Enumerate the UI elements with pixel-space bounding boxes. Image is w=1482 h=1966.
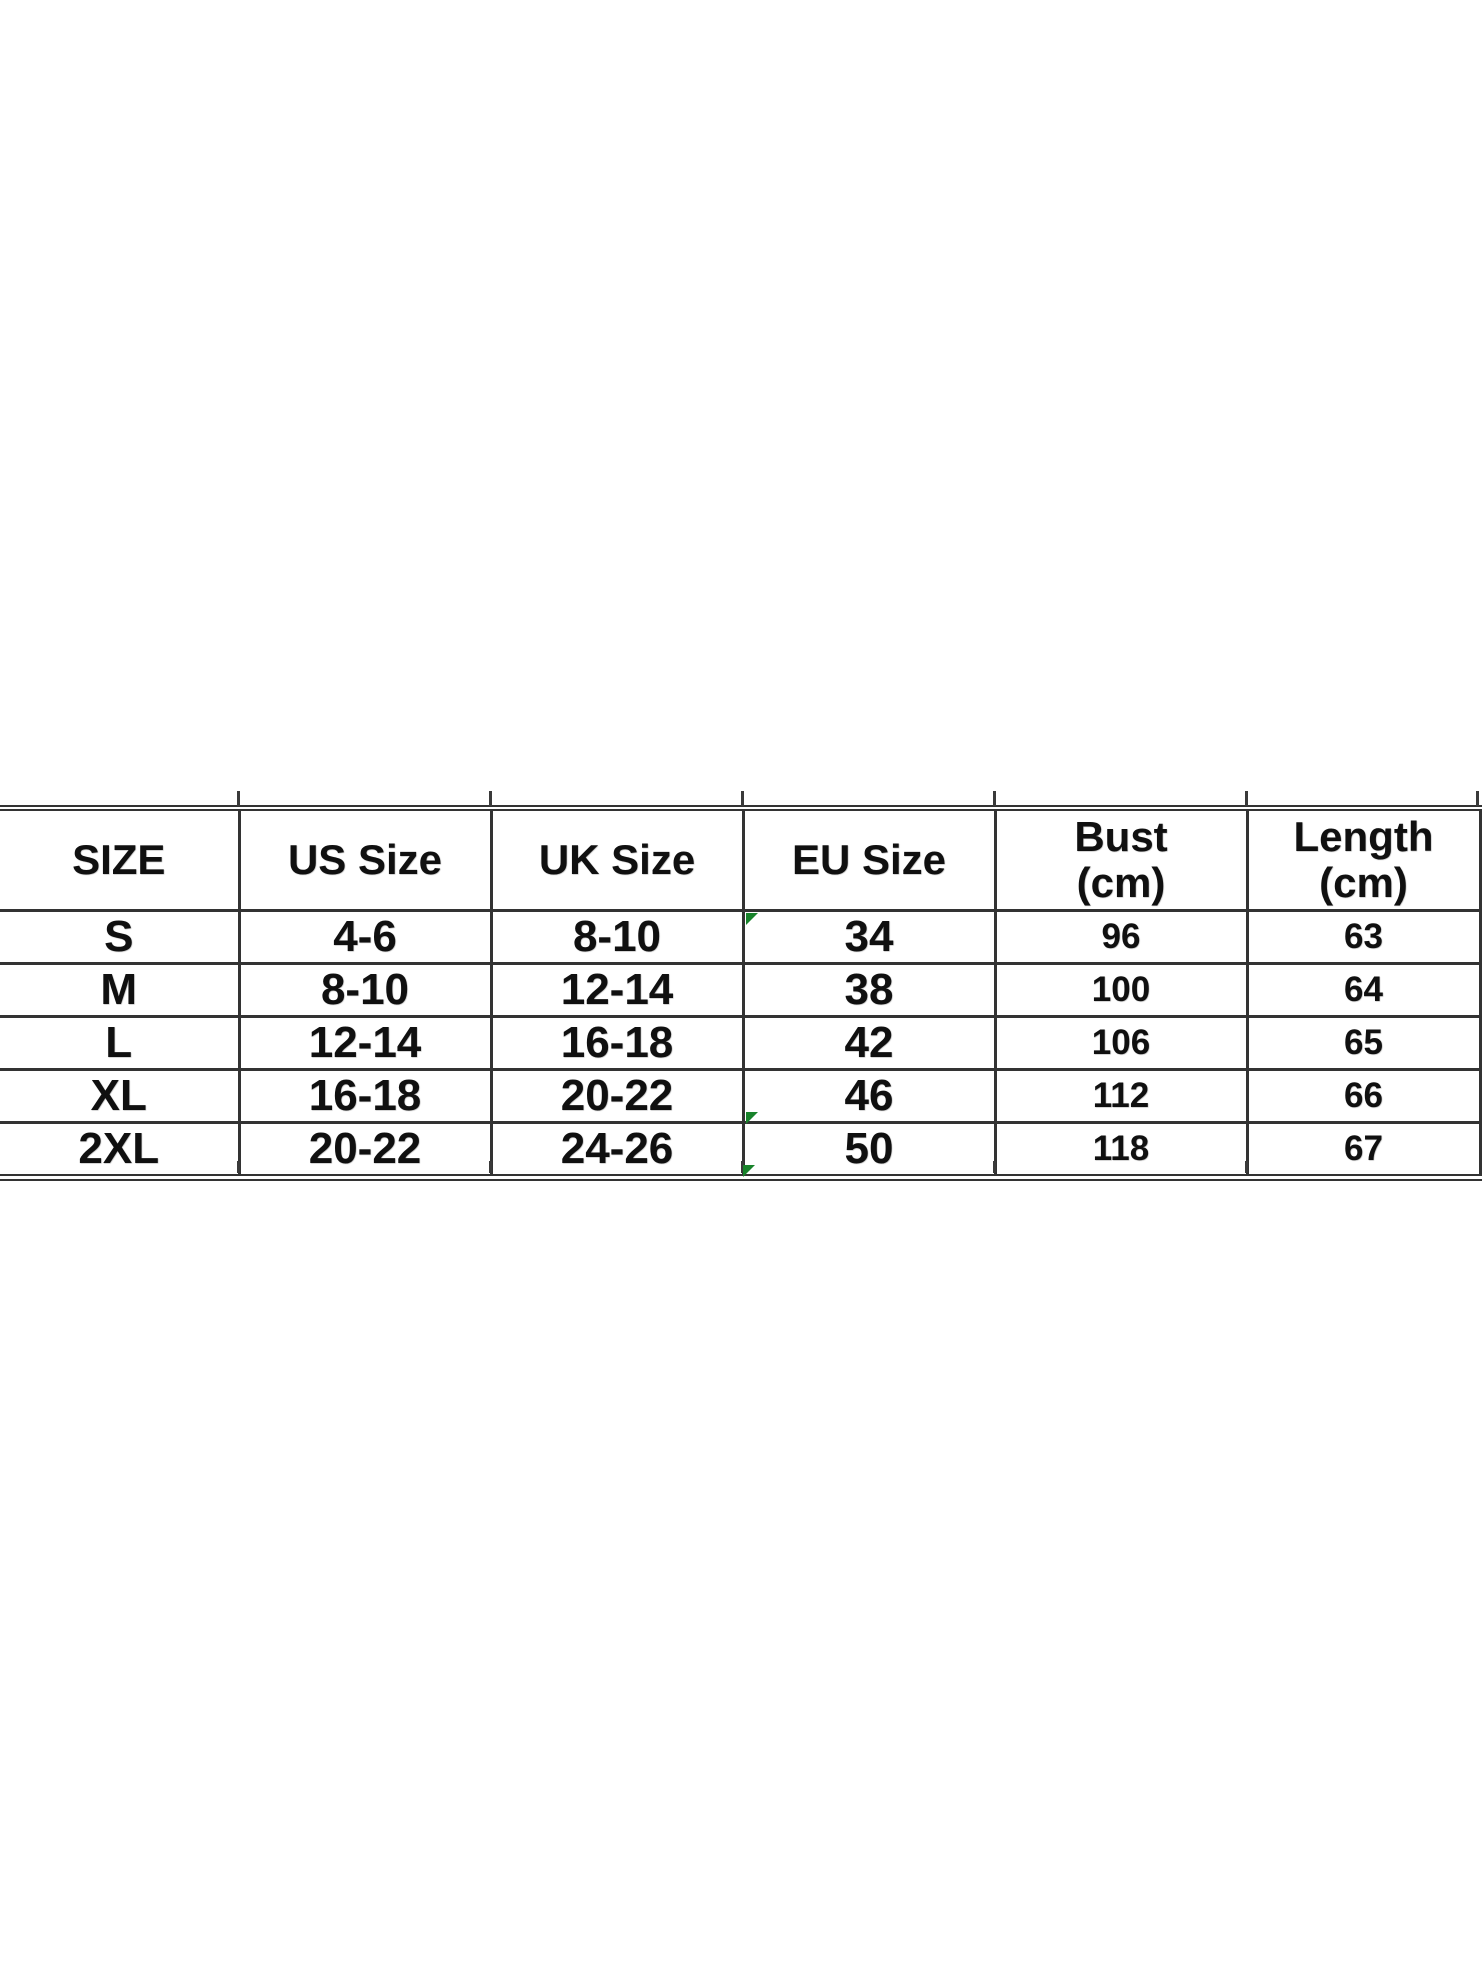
gridline-stub	[1245, 1161, 1248, 1173]
table-row-m	[0, 964, 1480, 1017]
gridline-stub	[489, 791, 492, 806]
table-row-l	[0, 1017, 1480, 1070]
gridline-stub	[237, 791, 240, 806]
cell-s-eu: 34	[743, 911, 995, 964]
cell-xl-uk: 20-22	[491, 1070, 743, 1123]
cell-l-bust: 106	[995, 1017, 1247, 1070]
cell-2xl-bust: 118	[995, 1123, 1247, 1178]
cell-2xl-uk: 24-26	[491, 1123, 743, 1178]
error-indicator-icon	[746, 1112, 758, 1124]
header-cell-length	[1247, 808, 1480, 911]
header-cell-eu-size: EU Size	[743, 808, 995, 911]
table-row-s	[0, 911, 1480, 964]
cell-2xl-size: 2XL	[0, 1123, 239, 1178]
cell-xl-size: XL	[0, 1070, 239, 1123]
cell-2xl-length: 67	[1247, 1123, 1480, 1178]
cell-s-size: S	[0, 911, 239, 964]
error-indicator-icon	[746, 913, 758, 925]
header-length-label: Length	[1293, 813, 1434, 860]
gridline-stub	[237, 1161, 240, 1173]
header-cell-bust	[995, 808, 1247, 911]
cell-m-us: 8-10	[239, 964, 491, 1017]
cell-m-bust: 100	[995, 964, 1247, 1017]
gridline-stub	[741, 791, 744, 806]
cell-m-eu: 38	[743, 964, 995, 1017]
header-row	[0, 808, 1480, 911]
cell-s-bust: 96	[995, 911, 1247, 964]
error-indicator-icon	[743, 1165, 755, 1177]
cell-l-uk: 16-18	[491, 1017, 743, 1070]
cell-m-length: 64	[1247, 964, 1480, 1017]
cell-m-size: M	[0, 964, 239, 1017]
cell-s-us: 4-6	[239, 911, 491, 964]
cell-s-length: 63	[1247, 911, 1480, 964]
gridline-stub	[489, 1161, 492, 1173]
header-bust-label: Bust	[1074, 813, 1168, 860]
gridline-stub	[1476, 791, 1479, 806]
table-row-xl	[0, 1070, 1480, 1123]
cell-l-eu: 42	[743, 1017, 995, 1070]
cell-l-size: L	[0, 1017, 239, 1070]
header-length-unit: (cm)	[1319, 859, 1408, 906]
cell-l-length: 65	[1247, 1017, 1480, 1070]
gridline-stub	[993, 1161, 996, 1173]
cell-xl-us: 16-18	[239, 1070, 491, 1123]
size-chart-table	[0, 805, 1482, 1181]
cell-xl-length: 66	[1247, 1070, 1480, 1123]
header-cell-uk-size: UK Size	[491, 808, 743, 911]
cell-xl-bust: 112	[995, 1070, 1247, 1123]
gridline-stub	[993, 791, 996, 806]
table-row-2xl	[0, 1123, 1480, 1178]
cell-l-us: 12-14	[239, 1017, 491, 1070]
cell-xl-eu: 46	[743, 1070, 995, 1123]
gridline-stub	[1245, 791, 1248, 806]
cell-m-uk: 12-14	[491, 964, 743, 1017]
header-bust-unit: (cm)	[1076, 859, 1166, 906]
cell-s-uk: 8-10	[491, 911, 743, 964]
header-cell-us-size: US Size	[239, 808, 491, 911]
cell-2xl-us: 20-22	[239, 1123, 491, 1178]
header-cell-size: SIZE	[0, 808, 239, 911]
cell-2xl-eu: 50	[743, 1123, 995, 1178]
